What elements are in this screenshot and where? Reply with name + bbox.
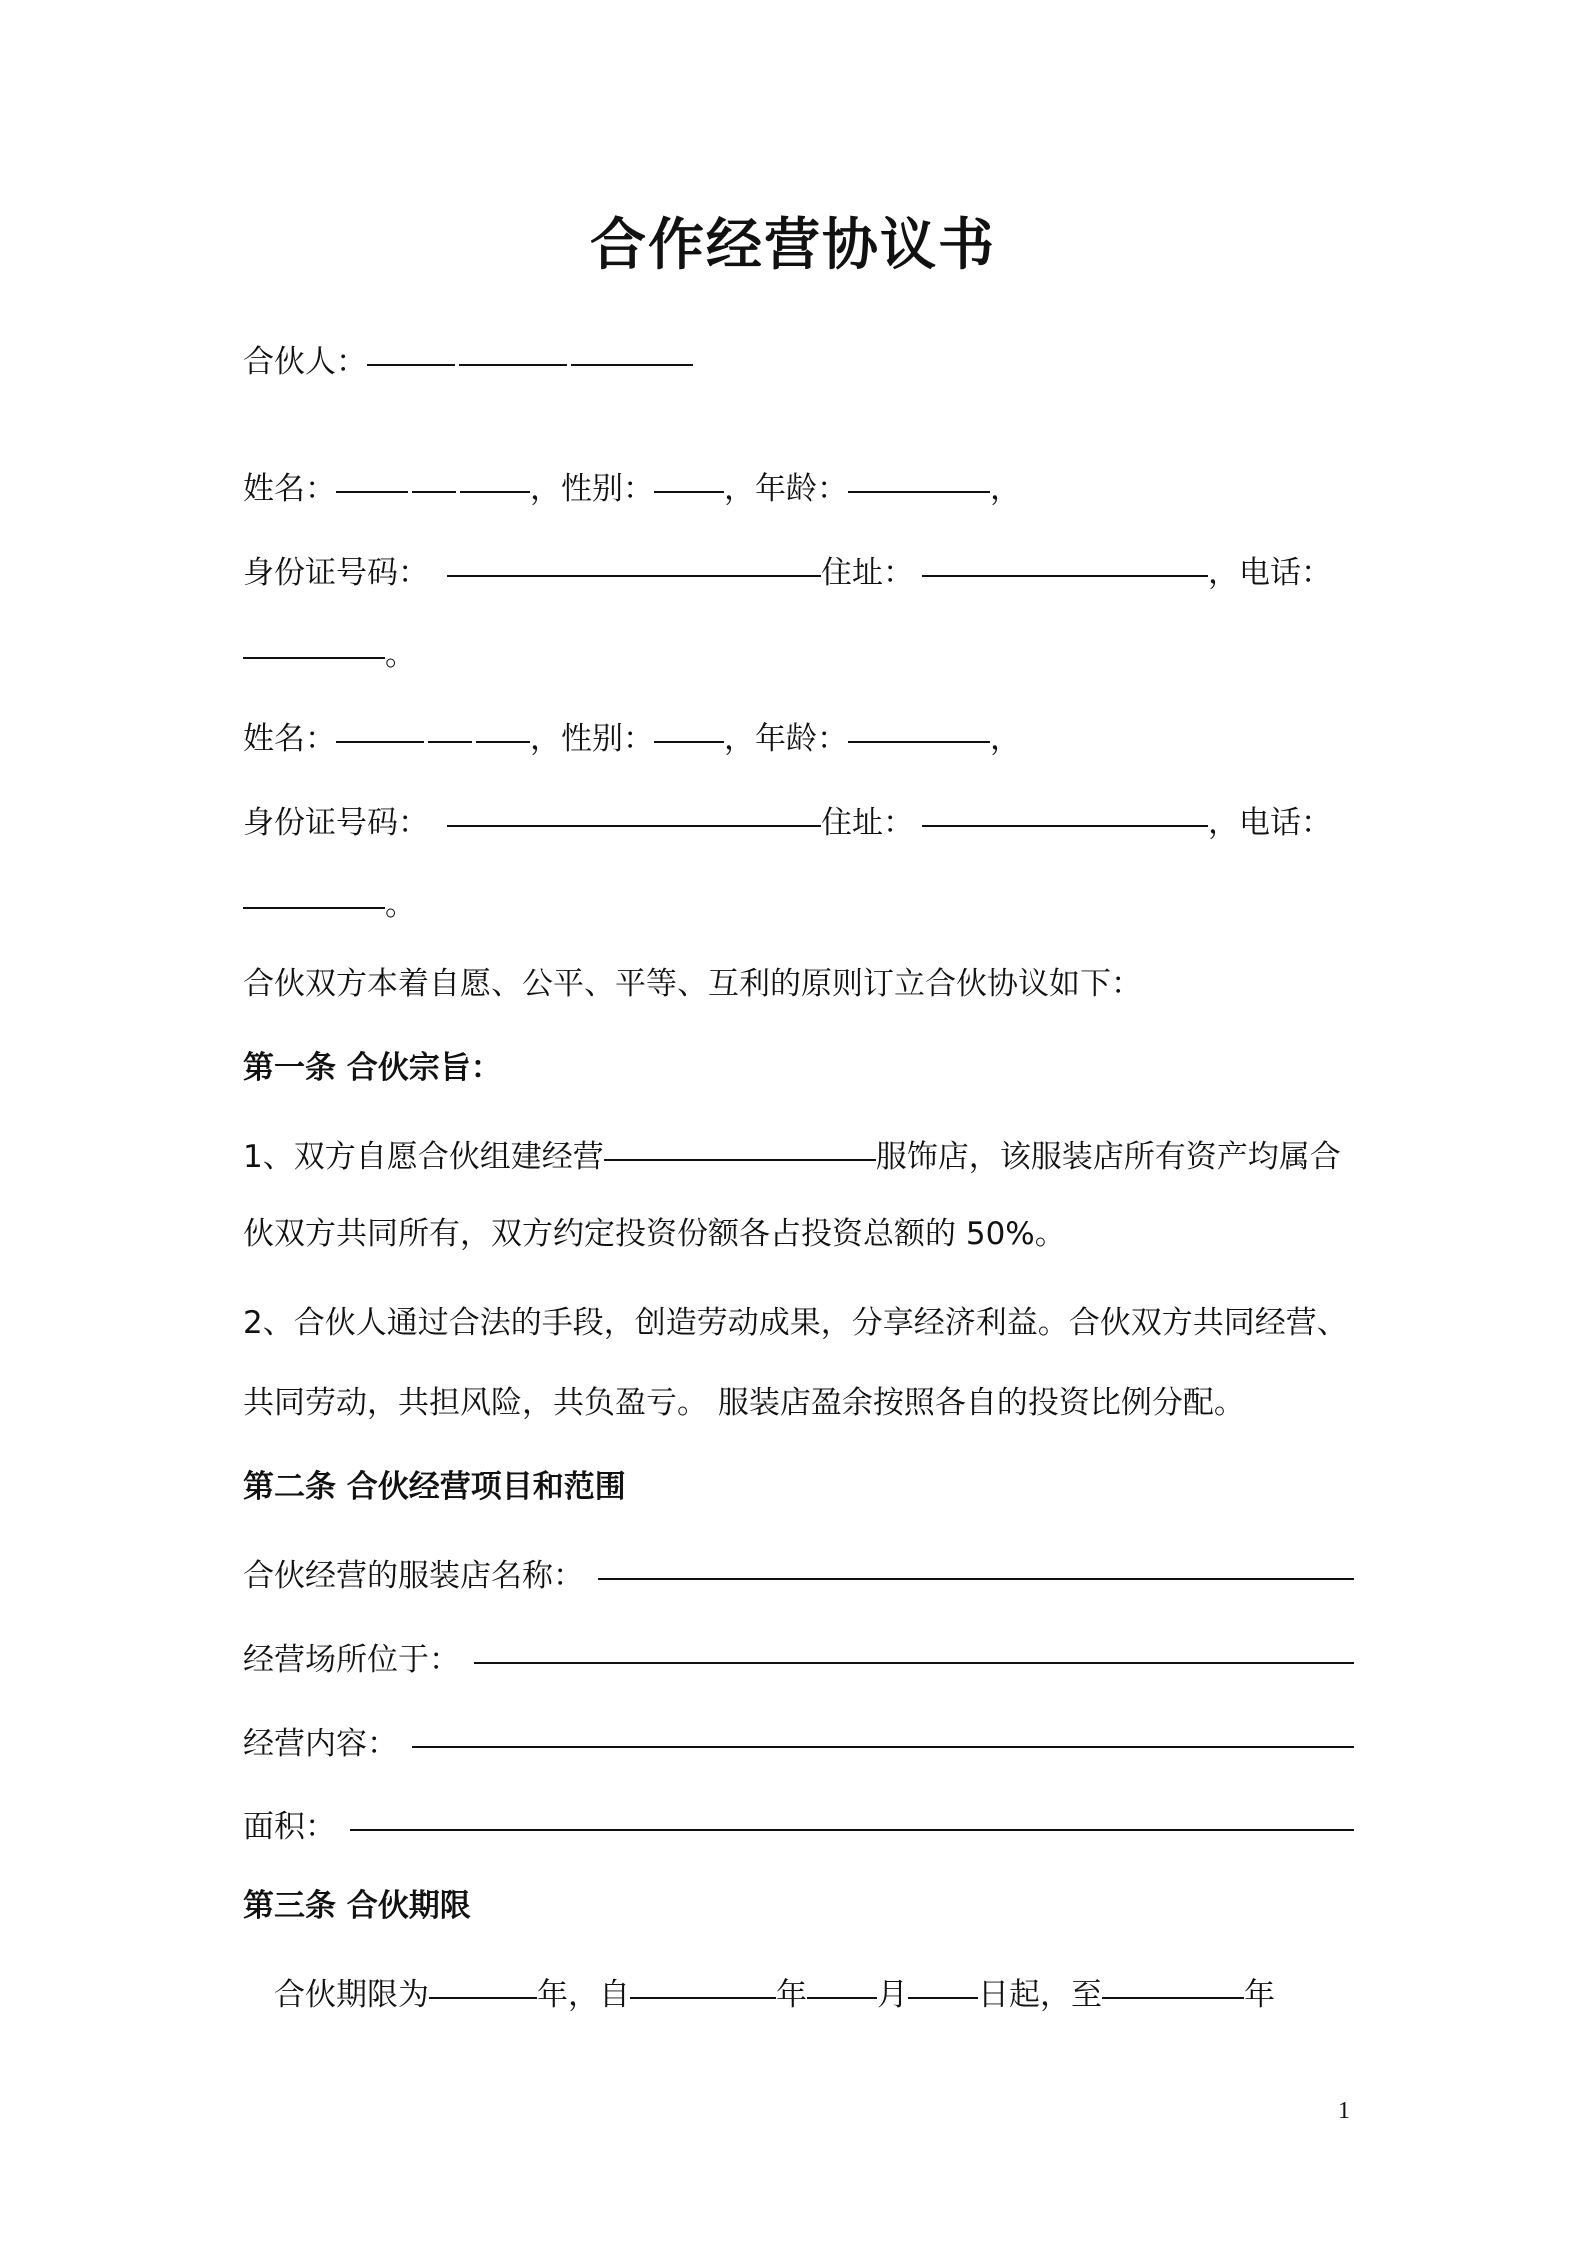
person2-end-period: 。 [385,887,416,923]
content-label: 经营内容： [243,1726,398,1762]
end-year-blank[interactable] [1102,1957,1244,1999]
person2-end-comma: ， [990,721,1021,757]
article1-p1-before: 1、双方自愿合伙组建经营 [243,1139,604,1175]
content-blank[interactable] [412,1706,1354,1748]
store-type-blank[interactable] [604,1119,876,1161]
person2-phone-label: ，电话： [1208,805,1332,841]
person2-gender-blank[interactable] [654,701,724,743]
term-line [274,1963,1354,2017]
person1-name-blank-c[interactable] [460,451,530,493]
person2-age-label: ，年龄： [724,721,848,757]
person1-phone-label: ，电话： [1208,555,1332,591]
start-month-blank[interactable] [807,1957,877,1999]
partners-label: 合伙人： [243,344,367,380]
person2-basic-line [243,707,1354,761]
person2-address-label: 住址： [821,805,914,841]
term-text-6: 年 [1244,1977,1275,2013]
person2-id-line [243,791,1354,845]
article1-p2-line2: 共同劳动，共担风险，共负盈亏。 服装店盈余按照各自的投资比例分配。 [243,1385,1245,1421]
content-line [243,1712,1354,1766]
location-line [243,1628,1354,1682]
person2-age-blank[interactable] [848,701,990,743]
partner-blank-3[interactable] [571,324,693,366]
person2-address-blank[interactable] [922,785,1208,827]
person1-phone-line [243,623,1354,677]
person2-phone-line [243,873,1354,927]
person2-id-label: 身份证号码： [243,805,429,841]
article1-heading: 第一条 合伙宗旨： [243,1050,502,1086]
person1-end-comma: ， [990,471,1021,507]
partners-line [243,330,1354,384]
article1-p1-after: 服饰店，该服装店所有资产均属合 [875,1139,1341,1175]
partner-blank-2[interactable] [459,324,567,366]
partner-blank-1[interactable] [367,324,455,366]
person1-phone-blank[interactable] [243,617,385,659]
term-years-blank[interactable] [429,1957,537,1999]
term-text-5: 日起，至 [978,1977,1102,2013]
start-day-blank[interactable] [908,1957,978,1999]
term-text-1: 合伙期限为 [274,1977,429,2013]
term-text-3: 年 [776,1977,807,2013]
person1-name-blank-b[interactable] [412,451,456,493]
person1-name-label: 姓名： [243,471,336,507]
store-name-line [243,1544,1354,1598]
person1-id-label: 身份证号码： [243,555,429,591]
term-text-4: 月 [877,1977,908,2013]
article1-p1-line1 [243,1125,1354,1179]
location-blank[interactable] [474,1622,1354,1664]
start-year-blank[interactable] [630,1957,776,1999]
person2-name-label: 姓名： [243,721,336,757]
person1-basic-line [243,457,1354,511]
person1-id-line [243,541,1354,595]
preamble: 合伙双方本着自愿、公平、平等、互利的原则订立合伙协议如下： [243,966,1142,1002]
person2-id-blank[interactable] [447,785,821,827]
area-line [243,1795,1354,1849]
person2-gender-label: ，性别： [530,721,654,757]
area-blank[interactable] [350,1789,1354,1831]
term-text-2: 年，自 [537,1977,630,2013]
document-title: 合作经营协议书 [590,213,996,278]
person1-address-label: 住址： [821,555,914,591]
person1-gender-label: ，性别： [530,471,654,507]
person1-name-blank-a[interactable] [336,451,408,493]
person2-phone-blank[interactable] [243,867,385,909]
person1-age-blank[interactable] [848,451,990,493]
person2-name-blank-c[interactable] [476,701,530,743]
person1-id-blank[interactable] [447,535,821,577]
store-name-label: 合伙经营的服装店名称： [243,1558,584,1594]
article2-heading: 第二条 合伙经营项目和范围 [243,1469,626,1505]
person1-address-blank[interactable] [922,535,1208,577]
area-label: 面积： [243,1809,336,1845]
article1-p1-line2: 伙双方共同所有，双方约定投资份额各占投资总额的 50%。 [243,1216,1066,1252]
person1-end-period: 。 [385,637,416,673]
store-name-blank[interactable] [598,1538,1354,1580]
location-label: 经营场所位于： [243,1642,460,1678]
person1-gender-blank[interactable] [654,451,724,493]
page-number: 1 [1338,2098,1350,2124]
person2-name-blank-a[interactable] [336,701,424,743]
article3-heading: 第三条 合伙期限 [243,1888,471,1924]
person1-age-label: ，年龄： [724,471,848,507]
person2-name-blank-b[interactable] [428,701,472,743]
article1-p2-line1: 2、合伙人通过合法的手段，创造劳动成果，分享经济利益。合伙双方共同经营、 [243,1305,1348,1341]
